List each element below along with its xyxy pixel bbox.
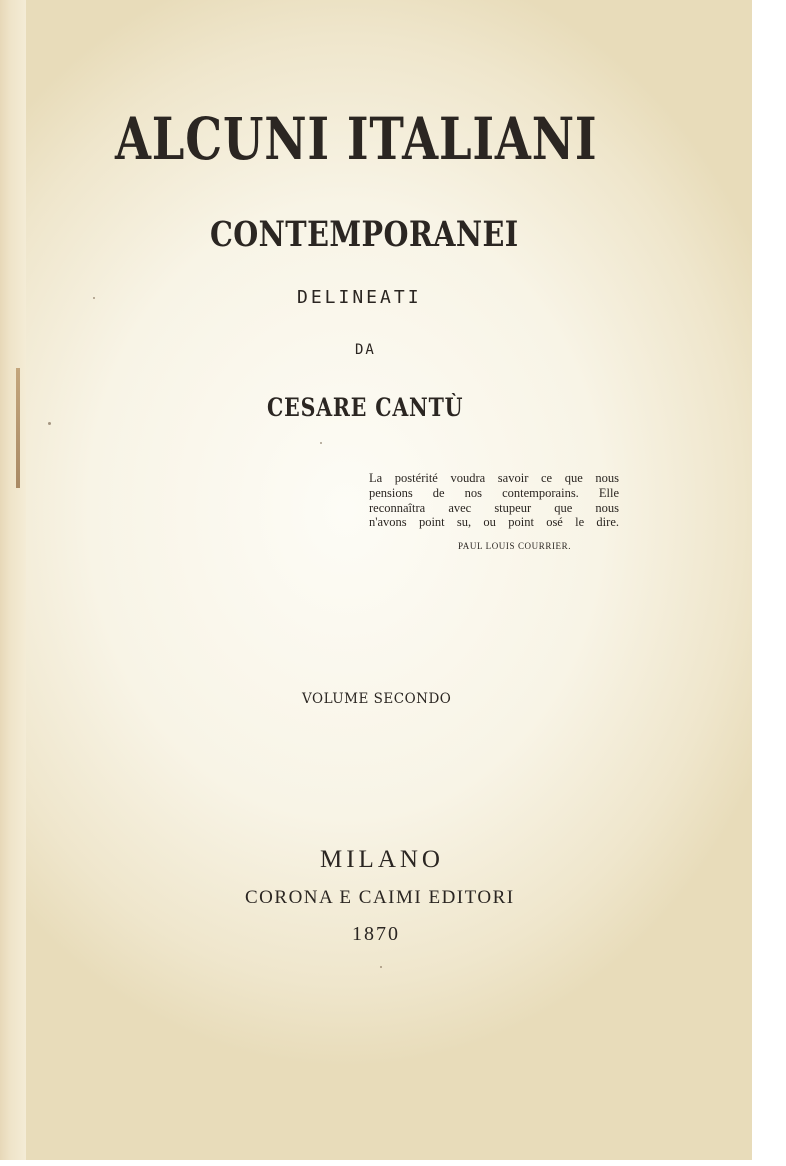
volume-label: VOLUME SECONDO — [302, 691, 452, 707]
publication-city: MILANO — [320, 846, 444, 873]
epigraph-line: n'avons point su, ou point osé le dire. — [369, 515, 619, 530]
publication-year: 1870 — [352, 923, 400, 945]
epigraph-attribution: PAUL LOUIS COURRIER. — [458, 541, 572, 551]
paper-speck — [93, 297, 95, 299]
epigraph — [369, 471, 619, 530]
publisher-name: CORONA E CAIMI EDITORI — [245, 887, 515, 908]
da-line: DA — [355, 342, 376, 358]
author-name: CESARE CANTÙ — [267, 393, 464, 422]
book-subtitle: CONTEMPORANEI — [210, 214, 519, 255]
book-spine-edge — [0, 0, 26, 1160]
epigraph-line: pensions de nos contemporains. Elle — [369, 485, 619, 500]
epigraph-line: reconnaîtra avec stupeur que nous — [369, 500, 619, 515]
delineati-line: DELINEATI — [297, 287, 422, 308]
paper-speck — [320, 442, 322, 444]
book-title: ALCUNI ITALIANI — [115, 105, 598, 173]
paper-speck — [380, 966, 382, 968]
epigraph-line: La postérité voudra savoir ce que nous — [369, 471, 619, 485]
spine-binding-mark — [16, 368, 20, 488]
paper-speck — [48, 422, 51, 425]
